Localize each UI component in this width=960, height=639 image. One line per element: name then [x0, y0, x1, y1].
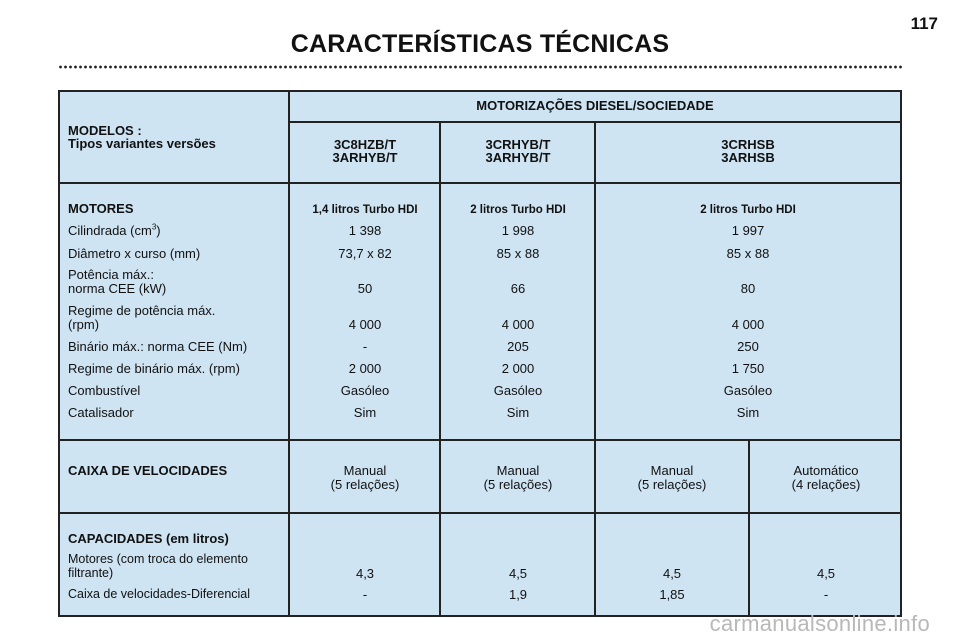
cilindrada-label: Cilindrada $(cm^3)$ — [68, 222, 161, 238]
grid-line-col2 — [594, 121, 596, 615]
potencia-3: 80 — [740, 281, 756, 296]
caixa-heading: CAIXA DE VELOCIDADES — [68, 463, 228, 478]
models-label: MODELOS : — [68, 123, 142, 138]
regime-binario-1: 2 000 — [348, 361, 382, 376]
diametro-2: 85 x 88 — [496, 246, 540, 261]
page-title: CARACTERÍSTICAS TÉCNICAS — [290, 30, 670, 58]
grid-line-col1 — [439, 121, 441, 615]
capacidades-heading: CAPACIDADES (em litros) — [68, 531, 229, 546]
caixa-capacidade-3: 1,85 — [659, 587, 685, 602]
dotted-divider — [58, 65, 902, 69]
col3-model: 3CRHSB — [721, 137, 775, 152]
caixa-type-3: Manual — [650, 463, 694, 478]
regime-potencia-label-1: Regime de potência máx. — [68, 303, 216, 318]
caixa-ratio-2: (5 relações) — [483, 477, 553, 492]
caixa-ratio-3: (5 relações) — [637, 477, 707, 492]
regime-potencia-2: 4 000 — [501, 317, 535, 332]
potencia-2: 66 — [510, 281, 526, 296]
col3-model-variant: 3ARHSB — [721, 150, 775, 165]
col2-model-variant: 3ARHYB/T — [485, 150, 551, 165]
watermark: carmanualsonline.info — [709, 611, 930, 636]
caixa-type-1: Manual — [343, 463, 387, 478]
motor-capacidade-1: 4,3 — [355, 566, 375, 581]
header-group: MOTORIZAÇÕES DIESEL/SOCIEDADE — [476, 98, 714, 113]
combustivel-2: Gasóleo — [493, 383, 543, 398]
caixa-capacidade-1: - — [362, 587, 368, 602]
regime-potencia-label-2: (rpm) — [68, 317, 100, 332]
caixa-capacidade-4: - — [823, 587, 829, 602]
diametro-3: 85 x 88 — [726, 246, 770, 261]
potencia-label-1: Potência máx.: — [68, 267, 154, 282]
caixa-ratio-4: (4 relações) — [791, 477, 861, 492]
combustivel-label: Combustível — [68, 383, 141, 398]
regime-potencia-3: 4 000 — [731, 317, 765, 332]
catalisador-2: Sim — [506, 405, 530, 420]
motor-capacidade-3: 4,5 — [662, 566, 682, 581]
engine-2: 2 litros Turbo HDI — [470, 204, 566, 216]
cilindrada-3: 1 997 — [731, 223, 765, 238]
motor-capacidade-4: 4,5 — [816, 566, 836, 581]
motores-heading: MOTORES — [68, 201, 134, 216]
specs-table — [58, 90, 902, 617]
caixa-type-2: Manual — [496, 463, 540, 478]
potencia-label-2: norma CEE (kW) — [68, 281, 167, 296]
caixa-ratio-1: (5 relações) — [330, 477, 400, 492]
page-number: 117 — [910, 14, 938, 33]
cilindrada-2: 1 998 — [501, 223, 535, 238]
motor-capacidade-2: 4,5 — [508, 566, 528, 581]
diametro-label: Diâmetro x curso (mm) — [68, 246, 201, 261]
catalisador-1: Sim — [353, 405, 377, 420]
cilindrada-1: 1 398 — [348, 223, 382, 238]
motor-capacidade-label-1: Motores (com troca do elemento — [68, 552, 248, 566]
binario-1: - — [362, 339, 368, 354]
engine-1: 1,4 litros Turbo HDI — [312, 204, 418, 216]
regime-binario-label: Regime de binário máx. (rpm) — [68, 361, 240, 376]
col1-model-variant: 3ARHYB/T — [332, 150, 398, 165]
regime-binario-2: 2 000 — [501, 361, 535, 376]
motor-capacidade-label-2: filtrante) — [68, 566, 114, 580]
col2-model: 3CRHYB/T — [485, 137, 551, 152]
caixa-type-4: Automático — [793, 463, 859, 478]
potencia-1: 50 — [357, 281, 373, 296]
combustivel-1: Gasóleo — [340, 383, 390, 398]
col1-model: 3C8HZB/T — [333, 137, 397, 152]
grid-line-col3 — [748, 439, 750, 615]
combustivel-3: Gasóleo — [723, 383, 773, 398]
regime-potencia-1: 4 000 — [348, 317, 382, 332]
regime-binario-3: 1 750 — [731, 361, 765, 376]
caixa-capacidade-label: Caixa de velocidades-Diferencial — [68, 587, 251, 601]
grid-line-caixa-bottom — [60, 512, 900, 514]
engine-3: 2 litros Turbo HDI — [700, 204, 796, 216]
binario-3: 250 — [737, 339, 759, 354]
grid-line-header-bottom — [60, 182, 900, 184]
grid-line-col0 — [288, 92, 290, 615]
binario-label: Binário máx.: norma CEE (Nm) — [68, 339, 248, 354]
diametro-1: 73,7 x 82 — [338, 246, 392, 261]
variants-label: Tipos variantes versões — [68, 136, 216, 151]
catalisador-label: Catalisador — [68, 405, 134, 420]
binario-2: 205 — [507, 339, 529, 354]
grid-line-motores-bottom — [60, 439, 900, 441]
caixa-capacidade-2: 1,9 — [508, 587, 528, 602]
catalisador-3: Sim — [736, 405, 760, 420]
